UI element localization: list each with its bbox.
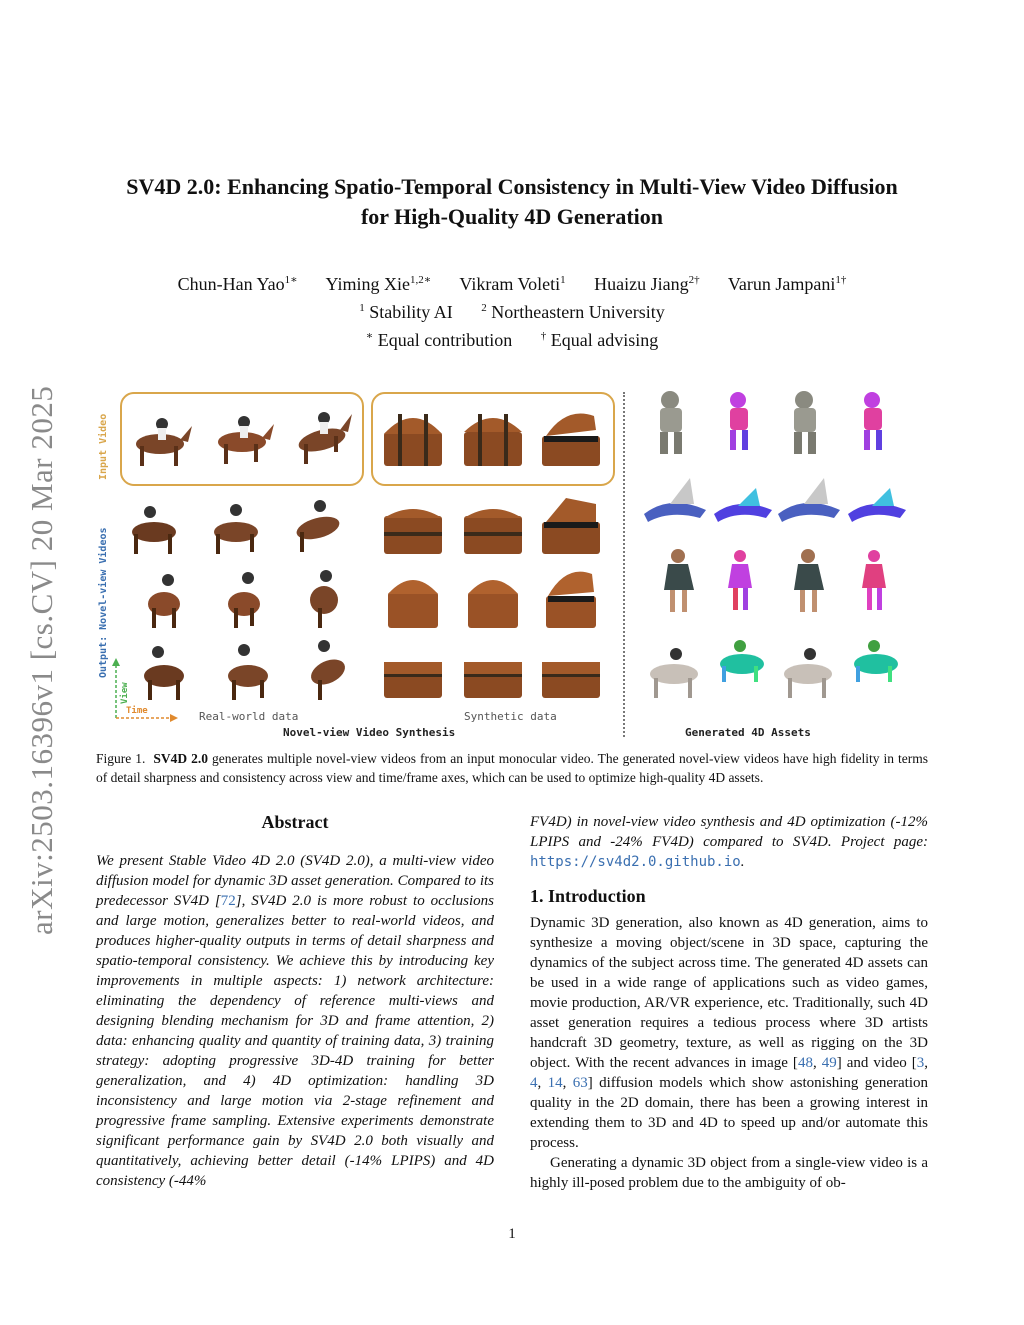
introduction-paragraph: Generating a dynamic 3D object from a single-view video is a highly ill-posed problem due to the ambiguity of ob- — [530, 1155, 928, 1191]
chest-image — [378, 636, 448, 704]
title-line-1: SV4D 2.0: Enhancing Spatio-Temporal Consistency in Multi-View Video Diffusion — [126, 174, 898, 199]
normal-map-image — [708, 546, 778, 614]
normal-map-image — [842, 634, 912, 702]
title-line-2: for High-Quality 4D Generation — [360, 204, 664, 229]
author-sup: 1† — [835, 274, 847, 286]
chest-image — [536, 492, 606, 560]
project-page-link[interactable]: https://sv4d2.0.github.io — [530, 854, 741, 870]
figure-caption — [96, 749, 928, 787]
citation-link[interactable]: 72 — [220, 893, 236, 909]
caption-text: generates multiple novel-view videos from an input monocular video. The generated novel-view videos have high fidelity in terms of detail sharpness and consistency across view and time/frame axes, which can be used to optimize high-quality 4D assets. — [96, 751, 928, 785]
chest-image — [458, 492, 528, 560]
horse-image — [284, 492, 354, 560]
chest-image — [458, 636, 528, 704]
chest-image — [536, 402, 606, 470]
normal-map-image — [842, 388, 912, 456]
normal-map-image — [708, 388, 778, 456]
dragon-image — [640, 474, 710, 542]
left-column — [96, 812, 494, 1191]
arxiv-stamp: arXiv:2503.16396v1 [cs.CV] 20 Mar 2025 — [24, 385, 59, 935]
note-sup: ∗ — [365, 330, 374, 342]
input-video-label: Input Video — [98, 413, 109, 480]
output-videos-label: Output: Novel-view Videos — [98, 527, 109, 678]
author — [728, 274, 846, 294]
chest-image — [378, 492, 448, 560]
horse-image — [202, 492, 272, 560]
note: Equal advising — [550, 330, 659, 350]
abstract-text-continued: FV4D) in novel-view video synthesis and 4D optimization (-12% LPIPS and -24% FV4D) compared to SV4D. Project page: https://sv4d2.0.github.io. — [530, 814, 928, 870]
author — [326, 274, 432, 294]
horse-image — [130, 564, 200, 632]
author-name: Yiming Xie — [325, 274, 410, 294]
dancer-image — [776, 546, 846, 614]
chest-image — [536, 636, 606, 704]
normal-map-image — [708, 634, 778, 702]
citation-link[interactable]: 14 — [547, 1075, 563, 1091]
author-list — [80, 268, 944, 296]
real-world-label: Real-world data — [199, 710, 299, 723]
affiliation: Stability AI — [369, 302, 453, 322]
astronaut-image — [640, 388, 710, 456]
generated-4d-label: Generated 4D Assets — [685, 726, 811, 739]
author-name: Varun Jampani — [727, 274, 836, 294]
chest-image — [458, 402, 528, 470]
citation-link[interactable]: 63 — [572, 1075, 588, 1091]
author — [594, 274, 699, 294]
note-sup: † — [540, 330, 547, 342]
time-axis-label: Time — [126, 706, 148, 716]
figure-separator — [623, 392, 625, 737]
author-sup: 1 — [560, 274, 566, 286]
abstract-heading: Abstract — [261, 812, 329, 832]
citation-link[interactable]: 49 — [821, 1055, 837, 1071]
right-column — [530, 812, 928, 1193]
horse-image — [774, 634, 844, 702]
page-number: 1 — [508, 1226, 516, 1242]
introduction-heading: 1. Introduction — [530, 886, 646, 906]
introduction-paragraph: Dynamic 3D generation, also known as 4D generation, aims to synthesize a moving object/scene in 3D space, capturing the dynamics of the subject across time. The generated 4D assets can be used in a wide range of applications such as video games, movie production, AR/VR experience, etc. Traditionally, such 4D asset generation requires a tedious process where 3D artists handcraft 3D geometry, texture, as well as rigging on the 3D object. With the recent advances in image [48, 49] and video [3, 4, 14, 63] diffusion models which show astonishing generation quality in the 2D domain, there has been a growing interest in extending them to 3D and 4D to speed up and/or automate this process. — [530, 915, 929, 1151]
footnote-marks — [80, 324, 944, 352]
novel-view-synthesis-label: Novel-view Video Synthesis — [283, 726, 456, 739]
horse-image — [288, 402, 358, 470]
author — [459, 274, 565, 294]
normal-map-image — [708, 474, 778, 542]
chest-image — [378, 402, 448, 470]
horse-image — [640, 634, 710, 702]
paper-title — [80, 172, 944, 232]
chest-image — [458, 564, 528, 632]
view-axis-label: View — [120, 682, 130, 704]
author-sup: 1∗ — [284, 274, 298, 286]
note: Equal contribution — [377, 330, 513, 350]
synthetic-label: Synthetic data — [464, 710, 557, 723]
dancer-image — [646, 546, 716, 614]
author-name: Huaizu Jiang — [594, 274, 689, 294]
abstract-text: We present Stable Video 4D 2.0 (SV4D 2.0), a multi-view video diffusion model for dynamic 3D asset generation. Compared to its predecessor SV4D [72], SV4D 2.0 is more robust to occlusions and large motion, generalizes better to real-world videos, and produces higher-quality outputs in terms of detail sharpness and spatio-temporal consistency. We achieve this by introducing key improvements in multiple aspects: 1) network architecture: eliminating the dependency of reference multi-views and designing blending mechanism for 3D and frame attention, 2) data: enhancing quality and quantity of training data, 3) training strategy: adopting progressive 3D-4D training for better generalization, and 4) 4D optimization: handling 3D inconsistency and large motion via 2-stage refinement and progressive frame sampling. Extensive experiments demonstrate significant performance gain by SV4D 2.0 both visually and quantitatively, achieving better detail (-14% LPIPS) and 4D consistency (-44% — [96, 853, 494, 1189]
horse-image — [290, 564, 360, 632]
normal-map-image — [842, 474, 912, 542]
normal-map-image — [842, 546, 912, 614]
caption-bold: SV4D 2.0 — [153, 751, 209, 766]
dragon-image — [774, 474, 844, 542]
astronaut-image — [774, 388, 844, 456]
horse-image — [120, 492, 190, 560]
affiliation: Northeastern University — [491, 302, 665, 322]
chest-image — [378, 564, 448, 632]
affiliation-sup: 2 — [481, 302, 487, 314]
affiliation-list — [80, 296, 944, 324]
author-block — [80, 268, 944, 352]
citation-link[interactable]: 48 — [797, 1055, 813, 1071]
figure-1 — [96, 386, 928, 746]
horse-image — [208, 402, 278, 470]
horse-image — [210, 564, 280, 632]
author-sup: 1,2∗ — [410, 274, 432, 286]
citation-link[interactable]: 3 — [916, 1055, 925, 1071]
chest-image — [536, 564, 606, 632]
author-sup: 2† — [688, 274, 700, 286]
author-name: Vikram Voleti — [459, 274, 561, 294]
caption-prefix: Figure 1. — [96, 751, 146, 766]
affiliation-sup: 1 — [359, 302, 365, 314]
horse-image — [214, 636, 284, 704]
horse-image — [294, 636, 364, 704]
author-name: Chun-Han Yao — [177, 274, 285, 294]
horse-image — [126, 402, 196, 470]
citation-link[interactable]: 4 — [530, 1075, 538, 1091]
author — [178, 274, 298, 294]
